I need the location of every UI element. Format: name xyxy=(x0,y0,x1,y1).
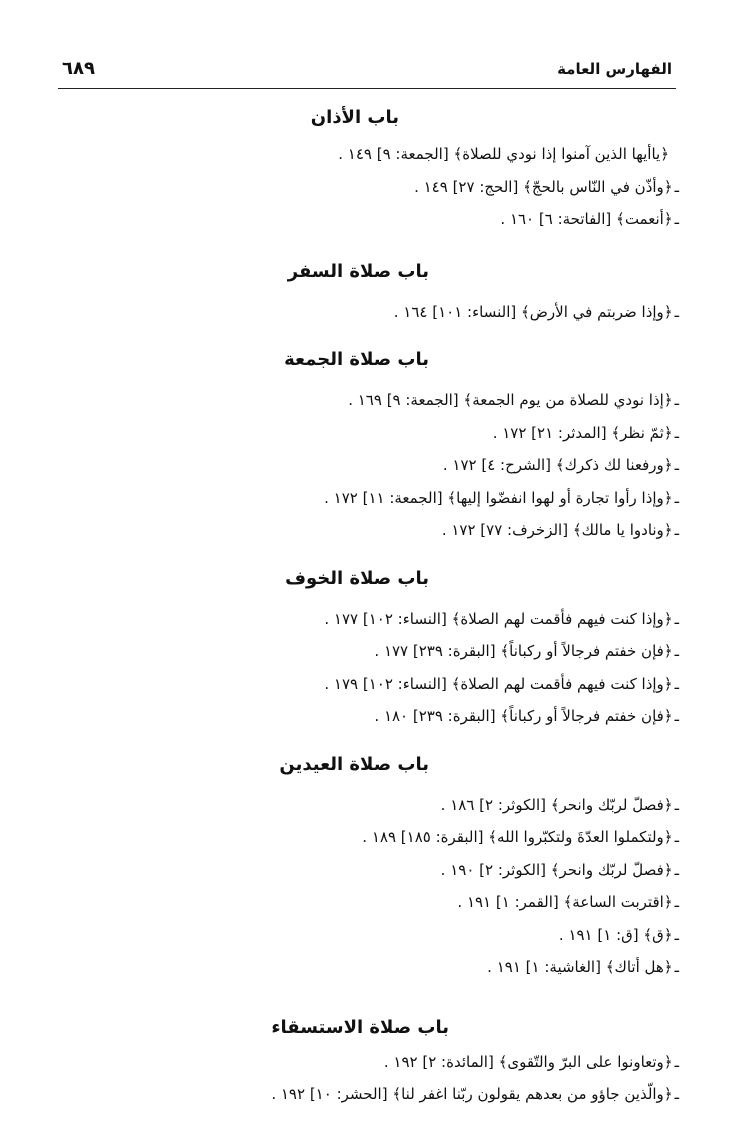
section-adhan xyxy=(39,100,679,236)
entry-dash: ـ xyxy=(674,210,679,228)
index-entry xyxy=(39,635,679,668)
index-entry xyxy=(39,384,679,417)
entry-dash: ـ xyxy=(674,177,679,196)
entry-dash: ـ xyxy=(674,488,679,507)
section-eidain xyxy=(39,747,679,984)
entry-dash: ـ xyxy=(674,707,679,725)
entry-text: ﴿فإن خفتم فرجالاً أو ركباناً﴾ [البقرة: ٢٣٩] ١٧٧ . xyxy=(374,642,673,660)
index-entry xyxy=(39,138,679,171)
entry-text: ﴿فإن خفتم فرجالاً أو ركباناً﴾ [البقرة: ٢٣٩] ١٨٠ . xyxy=(374,707,673,725)
entry-text: ﴿ق﴾ [ق: ١] ١٩١ . xyxy=(558,925,673,944)
section-heading: باب الأذان xyxy=(310,107,399,128)
index-entry xyxy=(39,668,679,701)
section-heading: باب صلاة الاستسقاء xyxy=(271,1016,449,1038)
entry-dash: ـ xyxy=(674,860,679,879)
index-entry xyxy=(39,417,679,450)
index-entry xyxy=(39,1078,679,1111)
index-entry xyxy=(39,171,679,204)
entry-text: ﴿فصلّ لربّك وانحر﴾ [الكوثر: ٢] ١٩٠ . xyxy=(440,860,673,879)
entry-text: ﴿أنعمت﴾ [الفاتحة: ٦] ١٦٠ . xyxy=(500,210,673,228)
index-entry xyxy=(39,203,679,236)
index-entry xyxy=(39,821,679,854)
index-content xyxy=(39,100,679,1111)
entry-text: ﴿إذا نودي للصلاة من يوم الجمعة﴾ [الجمعة: ٩] ١٦٩ . xyxy=(348,391,673,409)
entry-dash: ـ xyxy=(674,642,679,660)
index-entry xyxy=(39,951,679,984)
page-number: ٦٨٩ xyxy=(62,58,95,79)
entry-dash: ـ xyxy=(674,893,679,911)
index-entry xyxy=(39,514,679,547)
entry-text: ﴿وأذّن في النّاس بالحجّ﴾ [الحج: ٢٧] ١٤٩ . xyxy=(414,177,673,196)
entry-text: ﴿ورفعنا لك ذكرك﴾ [الشرح: ٤] ١٧٢ . xyxy=(442,456,673,474)
entry-dash: ـ xyxy=(674,1052,679,1071)
entry-dash: ـ xyxy=(674,828,679,846)
entry-dash: ـ xyxy=(674,925,679,944)
section-khawf xyxy=(39,561,679,733)
entry-text: ﴿وإذا كنت فيهم فأقمت لهم الصلاة﴾ [النساء: ١٠٢] ١٧٩ . xyxy=(324,674,673,693)
entry-dash: ـ xyxy=(674,609,679,628)
entry-dash: ـ xyxy=(674,958,679,976)
entry-text: ﴿ونادوا يا مالك﴾ [الزخرف: ٧٧] ١٧٢ . xyxy=(441,521,673,539)
index-entry xyxy=(39,449,679,482)
index-entry xyxy=(39,789,679,822)
entry-dash: ـ xyxy=(674,795,679,814)
index-entry xyxy=(39,854,679,887)
section-safar xyxy=(39,254,679,329)
index-entry xyxy=(39,296,679,329)
entry-text: ﴿وتعاونوا على البرّ والتّقوى﴾ [المائدة: ٢] ١٩٢ . xyxy=(383,1052,673,1071)
entry-text: ﴿وإذا رأوا تجارة أو لهوا انفضّوا إليها﴾ [الجمعة: ١١] ١٧٢ . xyxy=(324,488,673,507)
index-entry xyxy=(39,482,679,515)
entry-dash: ـ xyxy=(674,521,679,539)
running-header xyxy=(58,58,676,89)
index-entry xyxy=(39,886,679,919)
entry-dash: ـ xyxy=(674,674,679,693)
entry-dash: ـ xyxy=(674,391,679,409)
section-heading: باب صلاة العيدين xyxy=(279,753,429,775)
entry-text: ﴿ياأيها الذين آمنوا إذا نودي للصلاة﴾ [الجمعة: ٩] ١٤٩ . xyxy=(338,145,669,163)
entry-dash: ـ xyxy=(674,423,679,442)
entry-dash: ـ xyxy=(674,456,679,474)
section-heading: باب صلاة الخوف xyxy=(285,567,429,589)
index-entry xyxy=(39,700,679,733)
entry-text: ﴿هل أتاك﴾ [الغاشية: ١] ١٩١ . xyxy=(487,958,673,976)
entry-text: ﴿ثمّ نظر﴾ [المدثر: ٢١] ١٧٢ . xyxy=(492,423,673,442)
entry-text: ﴿اقتربت الساعة﴾ [القمر: ١] ١٩١ . xyxy=(457,893,673,911)
entry-dash: ـ xyxy=(674,302,679,321)
section-istisqa xyxy=(39,1010,679,1111)
section-jumuah xyxy=(39,342,679,547)
entry-text: ﴿فصلّ لربّك وانحر﴾ [الكوثر: ٢] ١٨٦ . xyxy=(440,795,673,814)
entry-text: ﴿ولتكملوا العدّةَ ولتكبّروا الله﴾ [البقرة: ١٨٥] ١٨٩ . xyxy=(362,828,673,846)
entry-dash: ـ xyxy=(674,1085,679,1103)
section-heading: باب صلاة السفر xyxy=(287,260,429,282)
entry-text: ﴿والّذين جاؤو من بعدهم يقولون ربّنا اغفر لنا﴾ [الحشر: ١٠] ١٩٢ . xyxy=(271,1085,673,1103)
index-entry xyxy=(39,603,679,636)
running-title: الفهارس العامة xyxy=(557,60,672,78)
index-entry xyxy=(39,919,679,952)
section-heading: باب صلاة الجمعة xyxy=(284,349,429,370)
index-entry xyxy=(39,1046,679,1079)
entry-text: ﴿وإذا ضربتم في الأرض﴾ [النساء: ١٠١] ١٦٤ . xyxy=(393,302,673,321)
entry-text: ﴿وإذا كنت فيهم فأقمت لهم الصلاة﴾ [النساء: ١٠٢] ١٧٧ . xyxy=(324,609,673,628)
